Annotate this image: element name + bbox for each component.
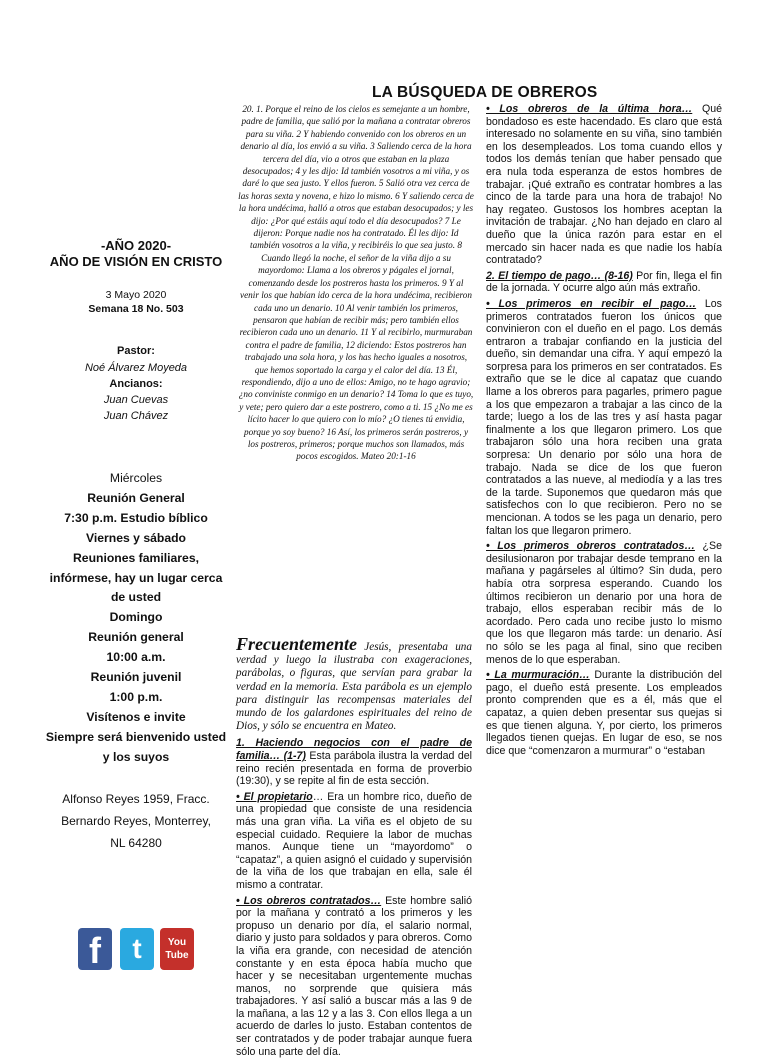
schedule-line: Miércoles	[109, 471, 163, 485]
section-text: Durante la distribución del pago, el dueño está presente. Los empleados pronto comprenden que es a él, más que el capataz, a quien deben presentar sus quejas si es que tienen alguna. Y, por cierto, los primeros llegados tienen quejas. En lugar de eso, se nos dice que “comenzaron a murmurar” o “estaban	[486, 669, 722, 757]
article-column-right	[486, 103, 722, 757]
section-paragraph	[486, 270, 722, 295]
section-heading: 2. El tiempo de pago… (8-16)	[486, 269, 633, 282]
schedule-line: y los suyos	[102, 749, 170, 764]
section-text: Qué bondadoso es este hacendado. Es claro que está interesado no solamente en su viña, sino también en los desempleados. Los toma cuando ellos y todos los demás tenían que haber pensado que era nula toda esperanza de estos hombres de trabajar. ¡Qué extraño es contratar hombres a las cinco de la tarde para una hora de trabajo! No hay regateo. Gustosos los hombres aceptan la invitación de trabajar. ¿No han dejado en claro al dueño que la única razón para estar en el mercado sin hacer nada es que nadie los había contratado?	[486, 103, 723, 267]
section-paragraph	[486, 540, 722, 666]
schedule-line: Reunión General	[87, 490, 185, 505]
year-line: -AÑO 2020-	[100, 238, 172, 253]
section-paragraph	[236, 737, 472, 787]
section-heading: • Los obreros contratados…	[236, 894, 382, 907]
year-theme: AÑO DE VISIÓN EN CRISTO	[49, 254, 223, 269]
section-text: Por fin, llega el fin de la jornada. Y ocurre algo aún más extraño.	[486, 269, 722, 295]
section-paragraph	[486, 669, 722, 757]
section-text: … Era un hombre rico, dueño de una propiedad que consiste de una residencia más una gran viña. La viña es el objeto de su especial cuidado. Requiere la labor de muchas manos. Aunque tiene un “mayordomo” o “capataz”, a quien asignó el cuidado y supervisión de la viña de los que trabajan en ella, sale él mismo a contratar.	[236, 790, 472, 891]
bulletin-date: 3 Mayo 2020	[105, 289, 167, 301]
schedule-line: Reunión juvenil	[90, 670, 182, 685]
schedule-line: 1:00 p.m.	[109, 689, 163, 704]
section-paragraph	[486, 103, 722, 267]
schedule-line: Reunión general	[88, 630, 184, 645]
article-column-left	[236, 634, 472, 1058]
section-heading: • Los primeros obreros contratados…	[486, 540, 695, 553]
pastor-name: Noé Álvarez Moyeda	[84, 362, 188, 374]
sidebar-header	[36, 238, 236, 422]
section-heading: • Los obreros de la última hora…	[486, 103, 693, 115]
address	[36, 788, 236, 854]
schedule-line: Viernes y sábado	[85, 530, 187, 545]
bulletin-week: Semana 18 No. 503	[88, 303, 184, 315]
facebook-icon[interactable]: f	[78, 928, 112, 970]
section-heading: • La murmuración…	[486, 669, 590, 682]
youtube-icon-text: You	[167, 937, 187, 948]
address-line: Bernardo Reyes, Monterrey,	[61, 814, 211, 828]
youtube-icon[interactable]	[160, 928, 194, 970]
intro-paragraph	[236, 634, 472, 733]
intro-text: Jesús, presentaba una verdad y luego la ilustraba con exageraciones, parábolas, o figuras, que servían para grabar la verdad en la memoria. Esta parábola es un ejemplo para distinguir las recompensas materiales del mundo de los galardones espirituales del reino de Dios, y sólo se encuentra en Mateo.	[236, 641, 472, 733]
pastor-label: Pastor:	[117, 345, 155, 357]
section-text: Esta parábola ilustra la verdad del reino recién presentada en forma de proverbio (19:30), y se repite al fin de esta sección.	[236, 750, 472, 788]
elder-name: Juan Chávez	[103, 410, 169, 422]
youtube-icon-text: Tube	[165, 950, 189, 961]
elders-label: Ancianos:	[109, 378, 163, 390]
schedule-line: Visítenos e invite	[86, 709, 186, 724]
section-paragraph	[236, 791, 472, 892]
section-text: ¿Se desilusionaron por trabajar desde temprano en la mañana y pagárseles al último? Sin duda, pero había otra sorpresa esperando. Cuando los últimos recibieron un denario por una hora de trabajo, ellos esperaban recibir más de lo acordado. Pero cada uno recibe justo lo mismo que los que llegaron más tarde: un denario. Así no sólo se les paga al final, sino que reciben menos de lo que esperaban.	[486, 540, 722, 666]
address-line: Alfonso Reyes 1959, Fracc.	[62, 792, 210, 806]
schedule-line: Reuniones familiares,	[73, 550, 199, 565]
address-line: NL 64280	[110, 836, 162, 850]
schedule-line: 10:00 a.m.	[106, 650, 166, 665]
section-text: Los primeros contratados fueron los únicos que convinieron con el dueño en el pago. Los demás entraron a trabajar confiando en la justicia del dueño, sin demandar una cifra. Y aquí empezó la sorpresa para los primeros en ser contratados. Es extraño que se le dice al capataz que cuando llame a los obreros para pagarles, primero pague a los que empezaron a trabajar a las cinco de la tarde; luego a los de las tres y así hasta pagar finalmente a los que llegaron primero. Los que trabajaron sólo una hora reciben una grata sorpresa: Un denario por sólo una hora de trabajo. Nada se dice de los que fueron contratados a las nueve, al mediodía y a las tres de la tarde. Suponemos que quedaron más que satisfechos con lo que recibieron. Pero no se mencionan. A todos se les paga un denario, pero faltan los que llegaron primero.	[486, 297, 722, 537]
schedule-line: 7:30 p.m. Estudio bíblico	[64, 510, 208, 525]
twitter-icon[interactable]: t	[120, 928, 154, 970]
schedule	[36, 469, 236, 768]
schedule-line: de usted	[110, 590, 162, 605]
schedule-line: Domingo	[109, 610, 163, 625]
section-heading: 1. Haciendo negocios con el padre de familia… (1-7)	[236, 737, 472, 763]
section-heading: • El propietario	[236, 790, 313, 803]
schedule-line: infórmese, hay un lugar cerca	[49, 570, 223, 585]
section-heading: • Los primeros en recibir el pago…	[486, 297, 697, 310]
elder-name: Juan Cuevas	[103, 394, 169, 406]
section-paragraph	[486, 298, 722, 537]
section-text: Este hombre salió por la mañana y contrató a los primeros y les propuso un denario por día, el salario normal, diario y justo para soldados y para obreros. Como la viña era grande, con necesidad de atención constante y en esta época había mucho que hacer y se necesitaban urgentemente muchas manos, no sorprende que quisiera más trabajadores. Y así salió a buscar más a las 9 de la mañana, a las 12 y a las 3. Con ellos llega a un acuerdo de darles lo justo. Estaban contentos de ser contratados y de poder trabajar aunque fuera sólo una parte del día.	[236, 894, 472, 1058]
schedule-line: Siempre será bienvenido usted	[45, 729, 227, 744]
intro-lead: Frecuentemente	[236, 634, 357, 654]
page-title: LA BÚSQUEDA DE OBREROS	[372, 84, 598, 101]
scripture-passage: 20. 1. Porque el reino de los cielos es semejante a un hombre, padre de familia, que salió por la mañana a contratar obreros para su viña. 2 Y habiendo convenido con los obreros en un denario al día, los envió a su viña. 3 Saliendo cerca de la hora tercera del día, vio a otros que estaban en la plaza desocupados; 4 y les dijo: Id también vosotros a mi viña, y os daré lo que sea justo. Y ellos fueron. 5 Salió otra vez cerca de las horas sexta y novena, e hizo lo mismo. 6 Y saliendo cerca de la hora undécima, halló a otros que estaban desocupados; y les dijo: ¿Por qué estáis aquí todo el día desocupados? 7 Le dijeron: Porque nadie nos ha contratado. Él les dijo: Id también vosotros a la viña, y recibiréis lo que sea justo. 8 Cuando llegó la noche, el señor de la viña dijo a su mayordomo: Llama a los obreros y págales el jornal, comenzando desde los postreros hasta los primeros. 9 Y al venir los que habían ido cerca de la hora undécima, recibieron cada uno un denario. 10 Al venir también los primeros, pensaron que habían de recibir más; pero también ellos recibieron cada uno un denario. 11 Y al recibirlo, murmuraban contra el padre de familia, 12 diciendo: Estos postreros han trabajado una sola hora, y los has hecho iguales a nosotros, que hemos soportado la carga y el calor del día. 13 Él, respondiendo, dijo a uno de ellos: Amigo, no te hago agravio; ¿no conviniste conmigo en un denario? 14 Toma lo que es tuyo, y vete; pero quiero dar a este postrero, como a ti. 15 ¿No me es lícito hacer lo que quiero con lo mío? ¿O tienes tú envidia, porque yo soy bueno? 16 Así, los primeros serán postreros, y los postreros, primeros; porque muchos son llamados, más pocos escogidos. Mateo 20:1-16	[238, 104, 474, 462]
section-paragraph	[236, 895, 472, 1058]
